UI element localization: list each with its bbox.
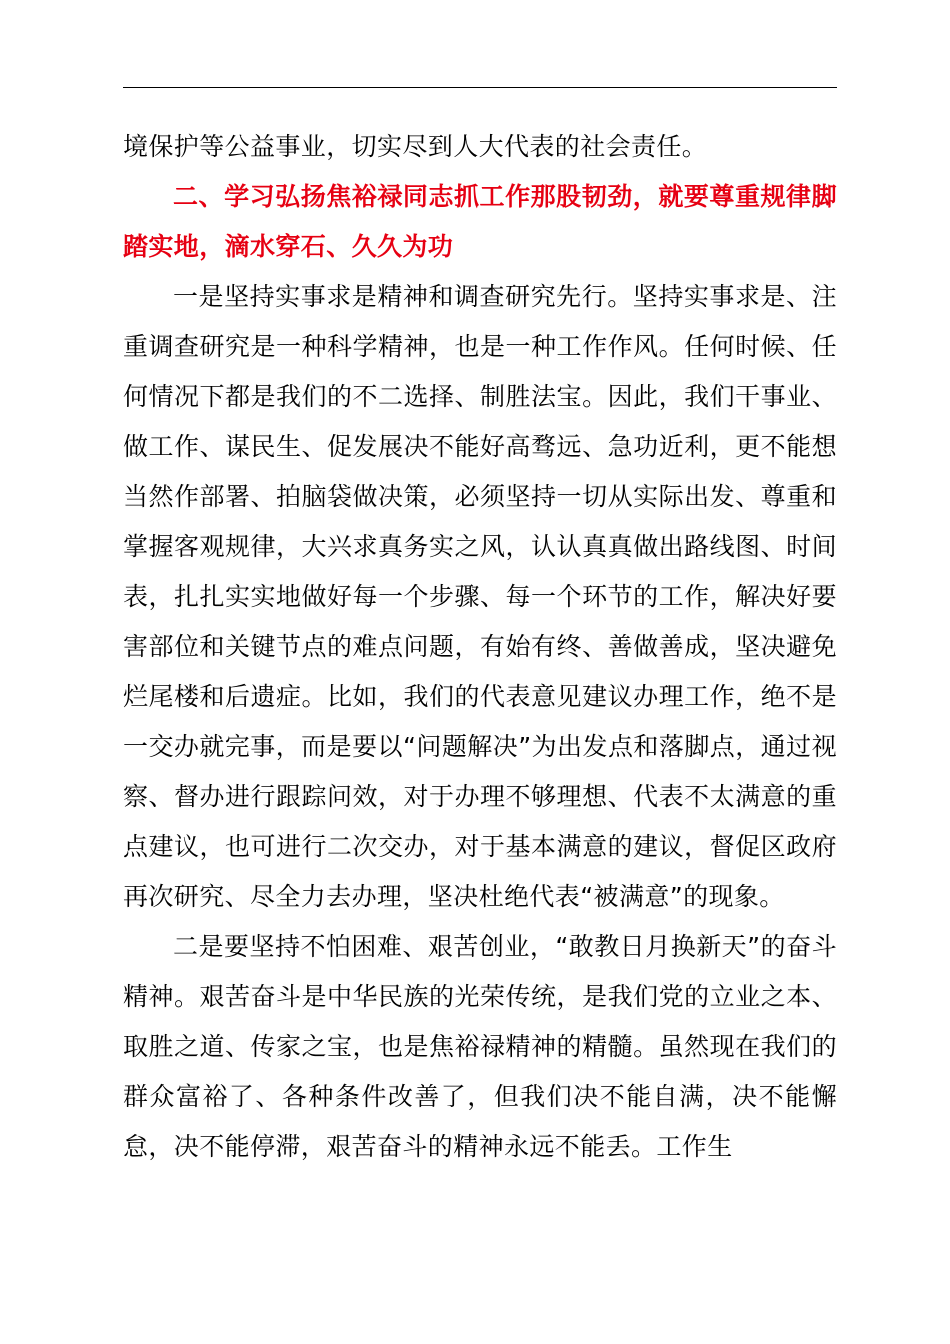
header-rule — [123, 87, 837, 88]
document-body — [123, 122, 837, 1172]
section-heading-2: 二、学习弘扬焦裕禄同志抓工作那股韧劲，就要尊重规律脚踏实地，滴水穿石、久久为功 — [123, 182, 837, 261]
paragraph-point-1: 一是坚持实事求是精神和调查研究先行。坚持实事求是、注重调查研究是一种科学精神，也是一种工作作风。任何时候、任何情况下都是我们的不二选择、制胜法宝。因此，我们干事业、做工作、谋民生、促发展决不能好高骛远、急功近利，更不能想当然作部署、拍脑袋做决策，必须坚持一切从实际出发、尊重和掌握客观规律，大兴求真务实之风，认认真真做出路线图、时间表，扎扎实实地做好每一个步骤、每一个环节的工作，解决好要害部位和关键节点的难点问题，有始有终、善做善成，坚决避免烂尾楼和后遗症。比如，我们的代表意见建议办理工作，绝不是一交办就完事，而是要以“问题解决”为出发点和落脚点，通过视察、督办进行跟踪问效，对于办理不够理想、代表不太满意的重点建议，也可进行二次交办，对于基本满意的建议，督促区政府再次研究、尽全力去办理，坚决杜绝代表“被满意”的现象。 — [123, 282, 837, 911]
paragraph-continuation: 境保护等公益事业，切实尽到人大代表的社会责任。 — [123, 132, 708, 161]
paragraph-point-2: 二是要坚持不怕困难、艰苦创业，“敢教日月换新天”的奋斗精神。艰苦奋斗是中华民族的光荣传统，是我们党的立业之本、取胜之道、传家之宝，也是焦裕禄精神的精髓。虽然现在我们的群众富裕了、各种条件改善了，但我们决不能自满，决不能懈怠，决不能停滞，艰苦奋斗的精神永远不能丢。工作生 — [123, 932, 837, 1161]
